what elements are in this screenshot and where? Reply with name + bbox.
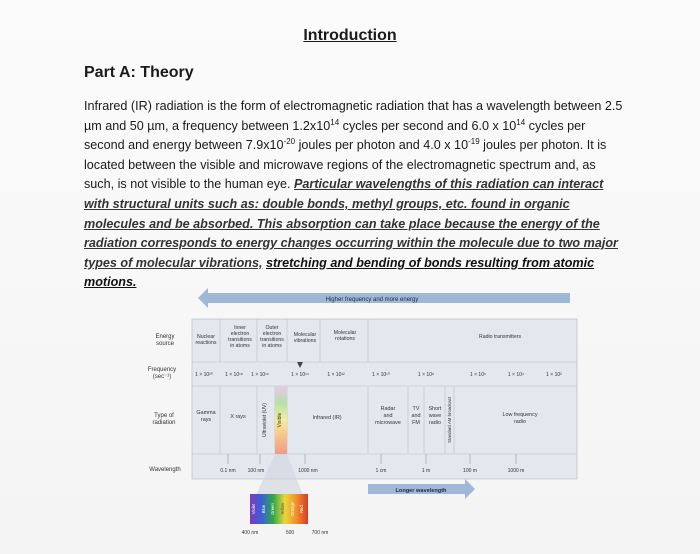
wl-100nm: 100 nm	[247, 468, 265, 474]
para-text-5: joules per photon. It is located between the visible and microwave regions of the electromagnetic spectrum and, as such, is not visible to the human eye.	[84, 138, 607, 192]
para-text-3: cycles per second and energy between 7.9x10	[84, 118, 586, 153]
top-arrow-label: Higher frequency and more energy	[325, 297, 419, 303]
emphasis-text-2: stretching and bending of bonds resulting from atomic motions.	[84, 255, 595, 290]
energy-vibrations: Molecular	[293, 332, 317, 338]
vis-orange: Orange	[290, 502, 295, 516]
theory-paragraph	[84, 97, 626, 293]
wl-1cm: 1 cm	[375, 468, 387, 474]
freq-1e6: 1 × 10⁶	[469, 372, 487, 378]
vis-violet: Violet	[251, 503, 256, 515]
higher-frequency-arrow	[198, 288, 570, 308]
vis-yellow: Yellow	[280, 503, 285, 515]
type-tv-2: and	[411, 413, 421, 419]
type-gamma-2: rays	[200, 417, 212, 423]
page-title: Introduction	[303, 27, 397, 44]
energy-outer-3: transitions	[260, 337, 284, 343]
vis-green: Green	[270, 503, 275, 515]
type-visible: Visible	[277, 412, 283, 428]
type-shortwave: Short	[428, 406, 442, 412]
row-label-type-2: radiation	[152, 420, 176, 426]
type-shortwave-3: radio	[429, 420, 441, 426]
exponent-4: -19	[468, 137, 480, 146]
exponent-3: -20	[283, 137, 296, 146]
energy-inner-4: in atoms	[230, 343, 250, 349]
freq-1e16: 1 × 10¹⁶	[251, 372, 269, 378]
longer-wavelength-arrow	[368, 479, 475, 499]
row-label-energy: Energy	[155, 334, 175, 340]
type-shortwave-2: wave	[428, 413, 442, 419]
energy-nuclear: Nuclear	[197, 334, 215, 340]
type-radar-2: and	[383, 413, 393, 419]
energy-outer-2: electron	[262, 331, 282, 337]
emphasis-text-1: Particular wavelengths of this radiation can interact with structural units such as: double bonds, methyl groups, etc. found in organic molecules and be absorbed. This absorption can take place because the energy of the radiation corresponds to energy changes occurring within the molecule due to two major types of molecular vibrations,	[84, 177, 618, 270]
row-label-energy-2: source	[155, 341, 175, 347]
wl-1m: 1 m	[421, 468, 431, 474]
exponent-2: 14	[516, 117, 526, 127]
freq-1e10: 1 × 10¹⁰	[372, 372, 390, 378]
type-uv: Ultraviolet (UV)	[262, 403, 268, 437]
freq-1e4: 1 × 10⁴	[507, 372, 525, 378]
energy-radio: Radio transmitters	[478, 334, 522, 340]
section-heading: Part A: Theory	[84, 64, 194, 81]
type-tv-3: FM	[412, 420, 420, 426]
energy-nuclear-2: reactions	[195, 340, 217, 346]
type-radar-3: microwave	[375, 420, 401, 426]
energy-inner-2: electron	[230, 331, 250, 337]
wl-1000nm: 1000 nm	[298, 468, 318, 474]
wl-1000m: 1000 m	[507, 468, 525, 474]
vis-wl-700: 700 nm	[311, 530, 329, 536]
energy-rotations: Molecular	[333, 330, 357, 336]
type-lowfreq: Low frequency	[502, 412, 538, 418]
type-tv: TV	[412, 406, 420, 412]
type-am: Standard AM broadcast	[447, 397, 452, 443]
wl-100m: 100 m	[463, 468, 477, 474]
vis-wl-500: 500	[285, 530, 295, 536]
type-xray: X rays	[230, 414, 246, 420]
type-gamma: Gamma	[196, 410, 216, 416]
energy-inner: Inner	[234, 325, 246, 331]
type-lowfreq-2: radio	[514, 419, 526, 425]
freq-1e8: 1 × 10⁸	[417, 372, 435, 378]
energy-outer: Outer	[265, 325, 279, 331]
vis-wl-400: 400 nm	[241, 530, 259, 536]
freq-1e2: 1 × 10²	[546, 372, 562, 378]
bottom-arrow-label: Longer wavelength	[395, 488, 447, 494]
row-label-type: Type of	[154, 413, 174, 419]
freq-1e18: 1 × 10¹⁸	[225, 372, 243, 378]
energy-outer-4: in atoms	[262, 343, 282, 349]
type-ir: Infrared (IR)	[312, 415, 342, 421]
freq-1e14: 1 × 10¹⁴	[291, 372, 309, 378]
wl-0.1nm: 0.1 nm	[220, 468, 236, 474]
exponent-1: 14	[330, 117, 340, 127]
row-label-frequency: Frequency	[147, 367, 177, 373]
vis-red: Red	[299, 505, 304, 513]
vis-blue: Blue	[261, 504, 266, 514]
freq-1e20: 1 × 10²⁰	[195, 372, 213, 378]
para-text-2: cycles per second and 6.0 x 10	[339, 118, 517, 133]
type-radar: Radar	[380, 406, 396, 412]
para-text-1: Infrared (IR) radiation is the form of electromagnetic radiation that has a wavelength between 2.5 µm and 50 µm, a frequency between 1.2x10	[84, 99, 623, 133]
para-text-4: joules per photon and 4.0 x 10	[295, 138, 469, 153]
freq-1e12: 1 × 10¹²	[327, 372, 345, 378]
row-label-wavelength: Wavelength	[149, 467, 181, 473]
energy-rotations-2: rotations	[335, 336, 355, 342]
row-label-frequency-2: (sec⁻¹)	[152, 374, 172, 380]
em-spectrum-diagram	[140, 286, 610, 550]
energy-vibrations-2: vibrations	[293, 338, 317, 344]
energy-inner-3: transitions	[228, 337, 252, 343]
